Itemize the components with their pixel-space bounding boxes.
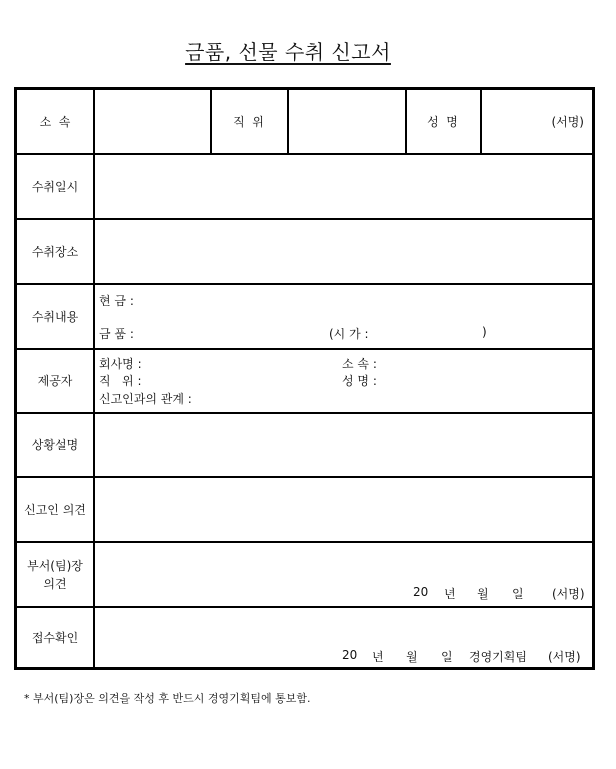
receipt-date-row	[17, 155, 592, 220]
situation-field[interactable]	[93, 414, 592, 476]
confirm-team: 경영기획팀	[469, 650, 527, 664]
footnote: * 부서(팀)장은 의견을 작성 후 반드시 경영기획팀에 통보함.	[24, 692, 311, 705]
receipt-content-label: 수취내용	[17, 285, 95, 348]
market-value-close: )	[482, 325, 487, 339]
position-field[interactable]	[287, 90, 407, 153]
provider-affiliation-label: 소 속 :	[342, 357, 377, 371]
provider-row	[17, 350, 592, 414]
reporter-opinion-row	[17, 478, 592, 543]
dept-opinion-label-line1: 부서(팀)장	[27, 558, 83, 573]
situation-label: 상황설명	[17, 414, 95, 476]
market-value-label: (시 가 :	[329, 327, 369, 341]
provider-name-label: 성 명 :	[342, 374, 377, 388]
affiliation-field[interactable]	[93, 90, 212, 153]
receipt-date-field[interactable]	[93, 155, 592, 218]
dept-year-unit: 년	[444, 587, 456, 601]
dept-day-unit: 일	[512, 587, 524, 601]
form-title: 금품, 선물 수취 신고서	[185, 40, 391, 64]
signature-text: (서명)	[551, 115, 584, 129]
cash-label: 현 금 :	[99, 294, 134, 308]
receipt-confirm-label: 접수확인	[17, 608, 95, 667]
name-signature-field[interactable]	[480, 90, 592, 153]
receipt-place-row	[17, 220, 592, 285]
confirm-day-unit: 일	[441, 650, 453, 664]
dept-opinion-label-line2: 의견	[43, 576, 67, 591]
receipt-confirm-row	[17, 608, 592, 667]
position-label: 직 위	[210, 90, 289, 153]
provider-label: 제공자	[17, 350, 95, 412]
situation-row	[17, 414, 592, 478]
dept-month-unit: 월	[477, 587, 489, 601]
name-label: 성 명	[405, 90, 482, 153]
provider-company-label: 회사명 :	[99, 357, 142, 371]
dept-opinion-row	[17, 543, 592, 608]
header-row	[17, 90, 592, 155]
confirm-signature: (서명)	[548, 650, 581, 664]
reporter-opinion-label: 신고인 의견	[17, 478, 95, 541]
receipt-place-field[interactable]	[93, 220, 592, 283]
provider-relation-label: 신고인과의 관계 :	[99, 392, 192, 406]
confirm-year: 20	[342, 648, 358, 662]
dept-opinion-label	[17, 543, 95, 606]
reporter-opinion-field[interactable]	[93, 478, 592, 541]
receipt-place-label: 수취장소	[17, 220, 95, 283]
provider-position-label: 직 위 :	[99, 374, 142, 388]
goods-label: 금 품 :	[99, 327, 134, 341]
receipt-content-row	[17, 285, 592, 350]
confirm-month-unit: 월	[406, 650, 418, 664]
affiliation-label: 소 속	[17, 90, 95, 153]
dept-year: 20	[413, 585, 429, 599]
report-form	[14, 87, 595, 670]
dept-signature: (서명)	[552, 587, 585, 601]
confirm-year-unit: 년	[372, 650, 384, 664]
receipt-date-label: 수취일시	[17, 155, 95, 218]
